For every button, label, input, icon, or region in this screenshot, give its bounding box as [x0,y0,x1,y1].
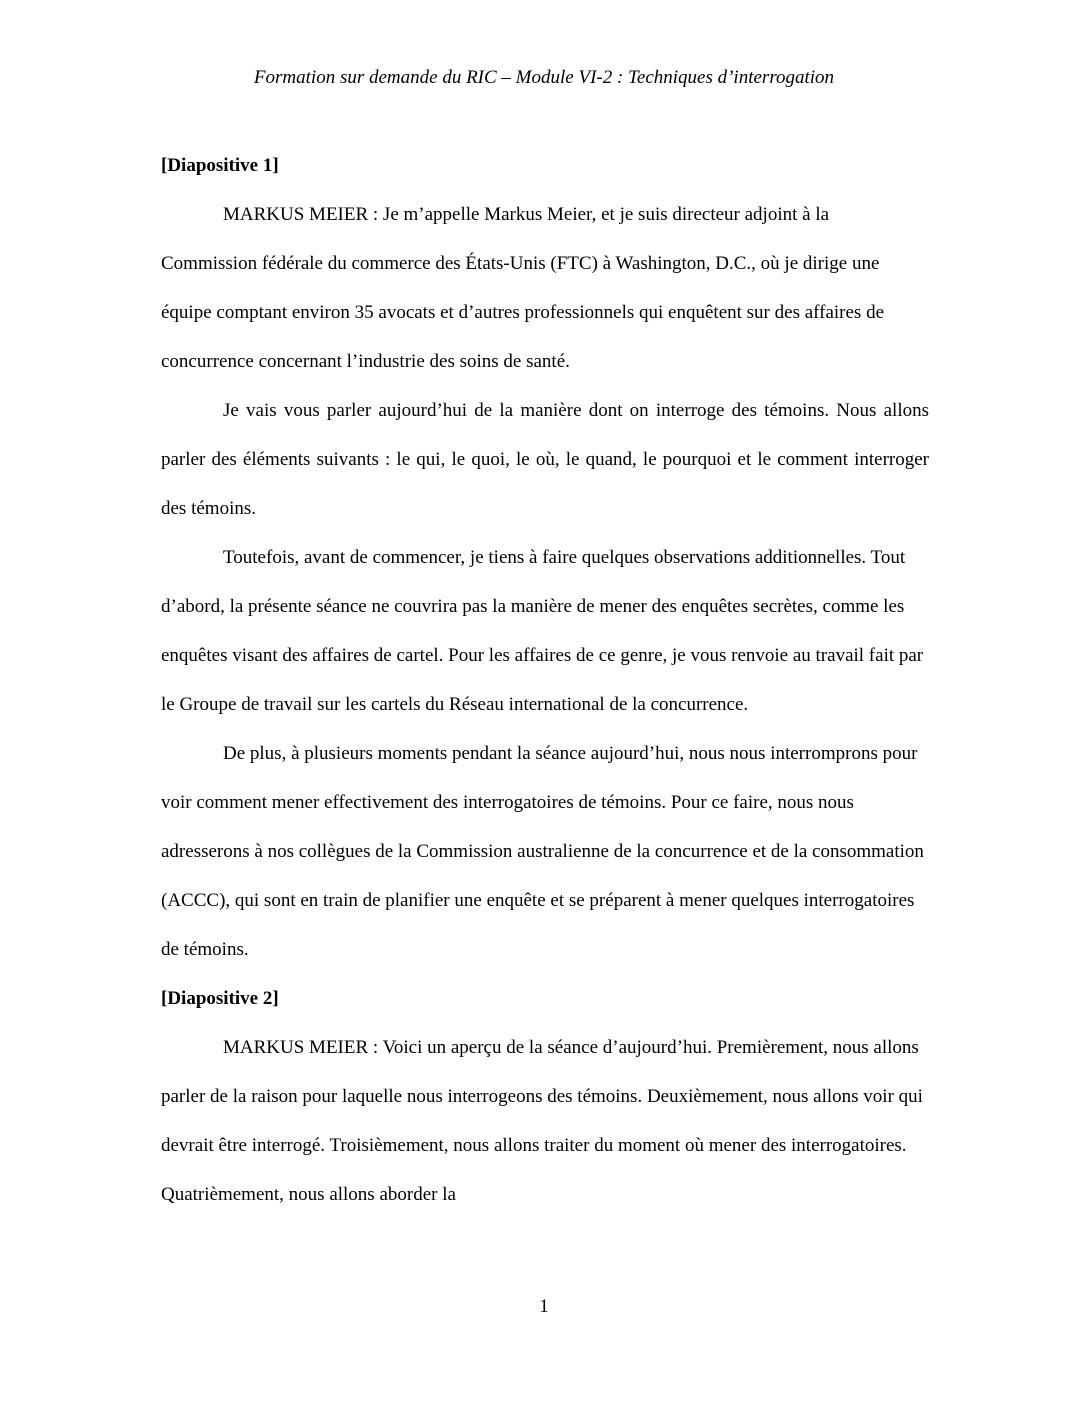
paragraph-overview: MARKUS MEIER : Voici un aperçu de la séance d’aujourd’hui. Premièrement, nous allons parler de la raison pour laquelle nous interrogeons des témoins. Deuxièmement, nous allons voir qui devrait être interrogé. Troisièmement, nous allons traiter du moment où mener des interrogatoires. Quatrièmement, nous allons aborder la [161,1037,923,1205]
running-header: Formation sur demande du RIC – Module VI-2 : Techniques d’interrogation [253,67,835,88]
paragraph-topics: Je vais vous parler aujourd’hui de la manière dont on interroge des témoins. Nous allons parler des éléments suivants : le qui, le quoi, le où, le quand, le pourquoi et le comment interroger des témoins. [161,400,929,519]
paragraph-introduction: MARKUS MEIER : Je m’appelle Markus Meier, et je suis directeur adjoint à la Commission fédérale du commerce des États-Unis (FTC) à Washington, D.C., où je dirige une équipe comptant environ 35 avocats et d’autres professionnels qui enquêtent sur des affaires de concurrence concernant l’industrie des soins de santé. [161,204,885,372]
slide-2-heading: [Diapositive 2] [161,988,279,1009]
paragraph-observations: Toutefois, avant de commencer, je tiens à faire quelques observations additionnelles. Tout d’abord, la présente séance ne couvrira pas la manière de mener des enquêtes secrètes, comme les enquêtes visant des affaires de cartel. Pour les affaires de ce genre, je vous renvoie au travail fait par le Groupe de travail sur les cartels du Réseau international de la concurrence. [161,547,924,715]
page-number: 1 [539,1296,549,1317]
document-body [161,141,929,1219]
slide-1-heading: [Diapositive 1] [161,155,279,176]
paragraph-accc: De plus, à plusieurs moments pendant la séance aujourd’hui, nous nous interromprons pour voir comment mener effectivement des interrogatoires de témoins. Pour ce faire, nous nous adresserons à nos collègues de la Commission australienne de la concurrence et de la consommation (ACCC), qui sont en train de planifier une enquête et se préparent à mener quelques interrogatoires de témoins. [161,743,924,960]
